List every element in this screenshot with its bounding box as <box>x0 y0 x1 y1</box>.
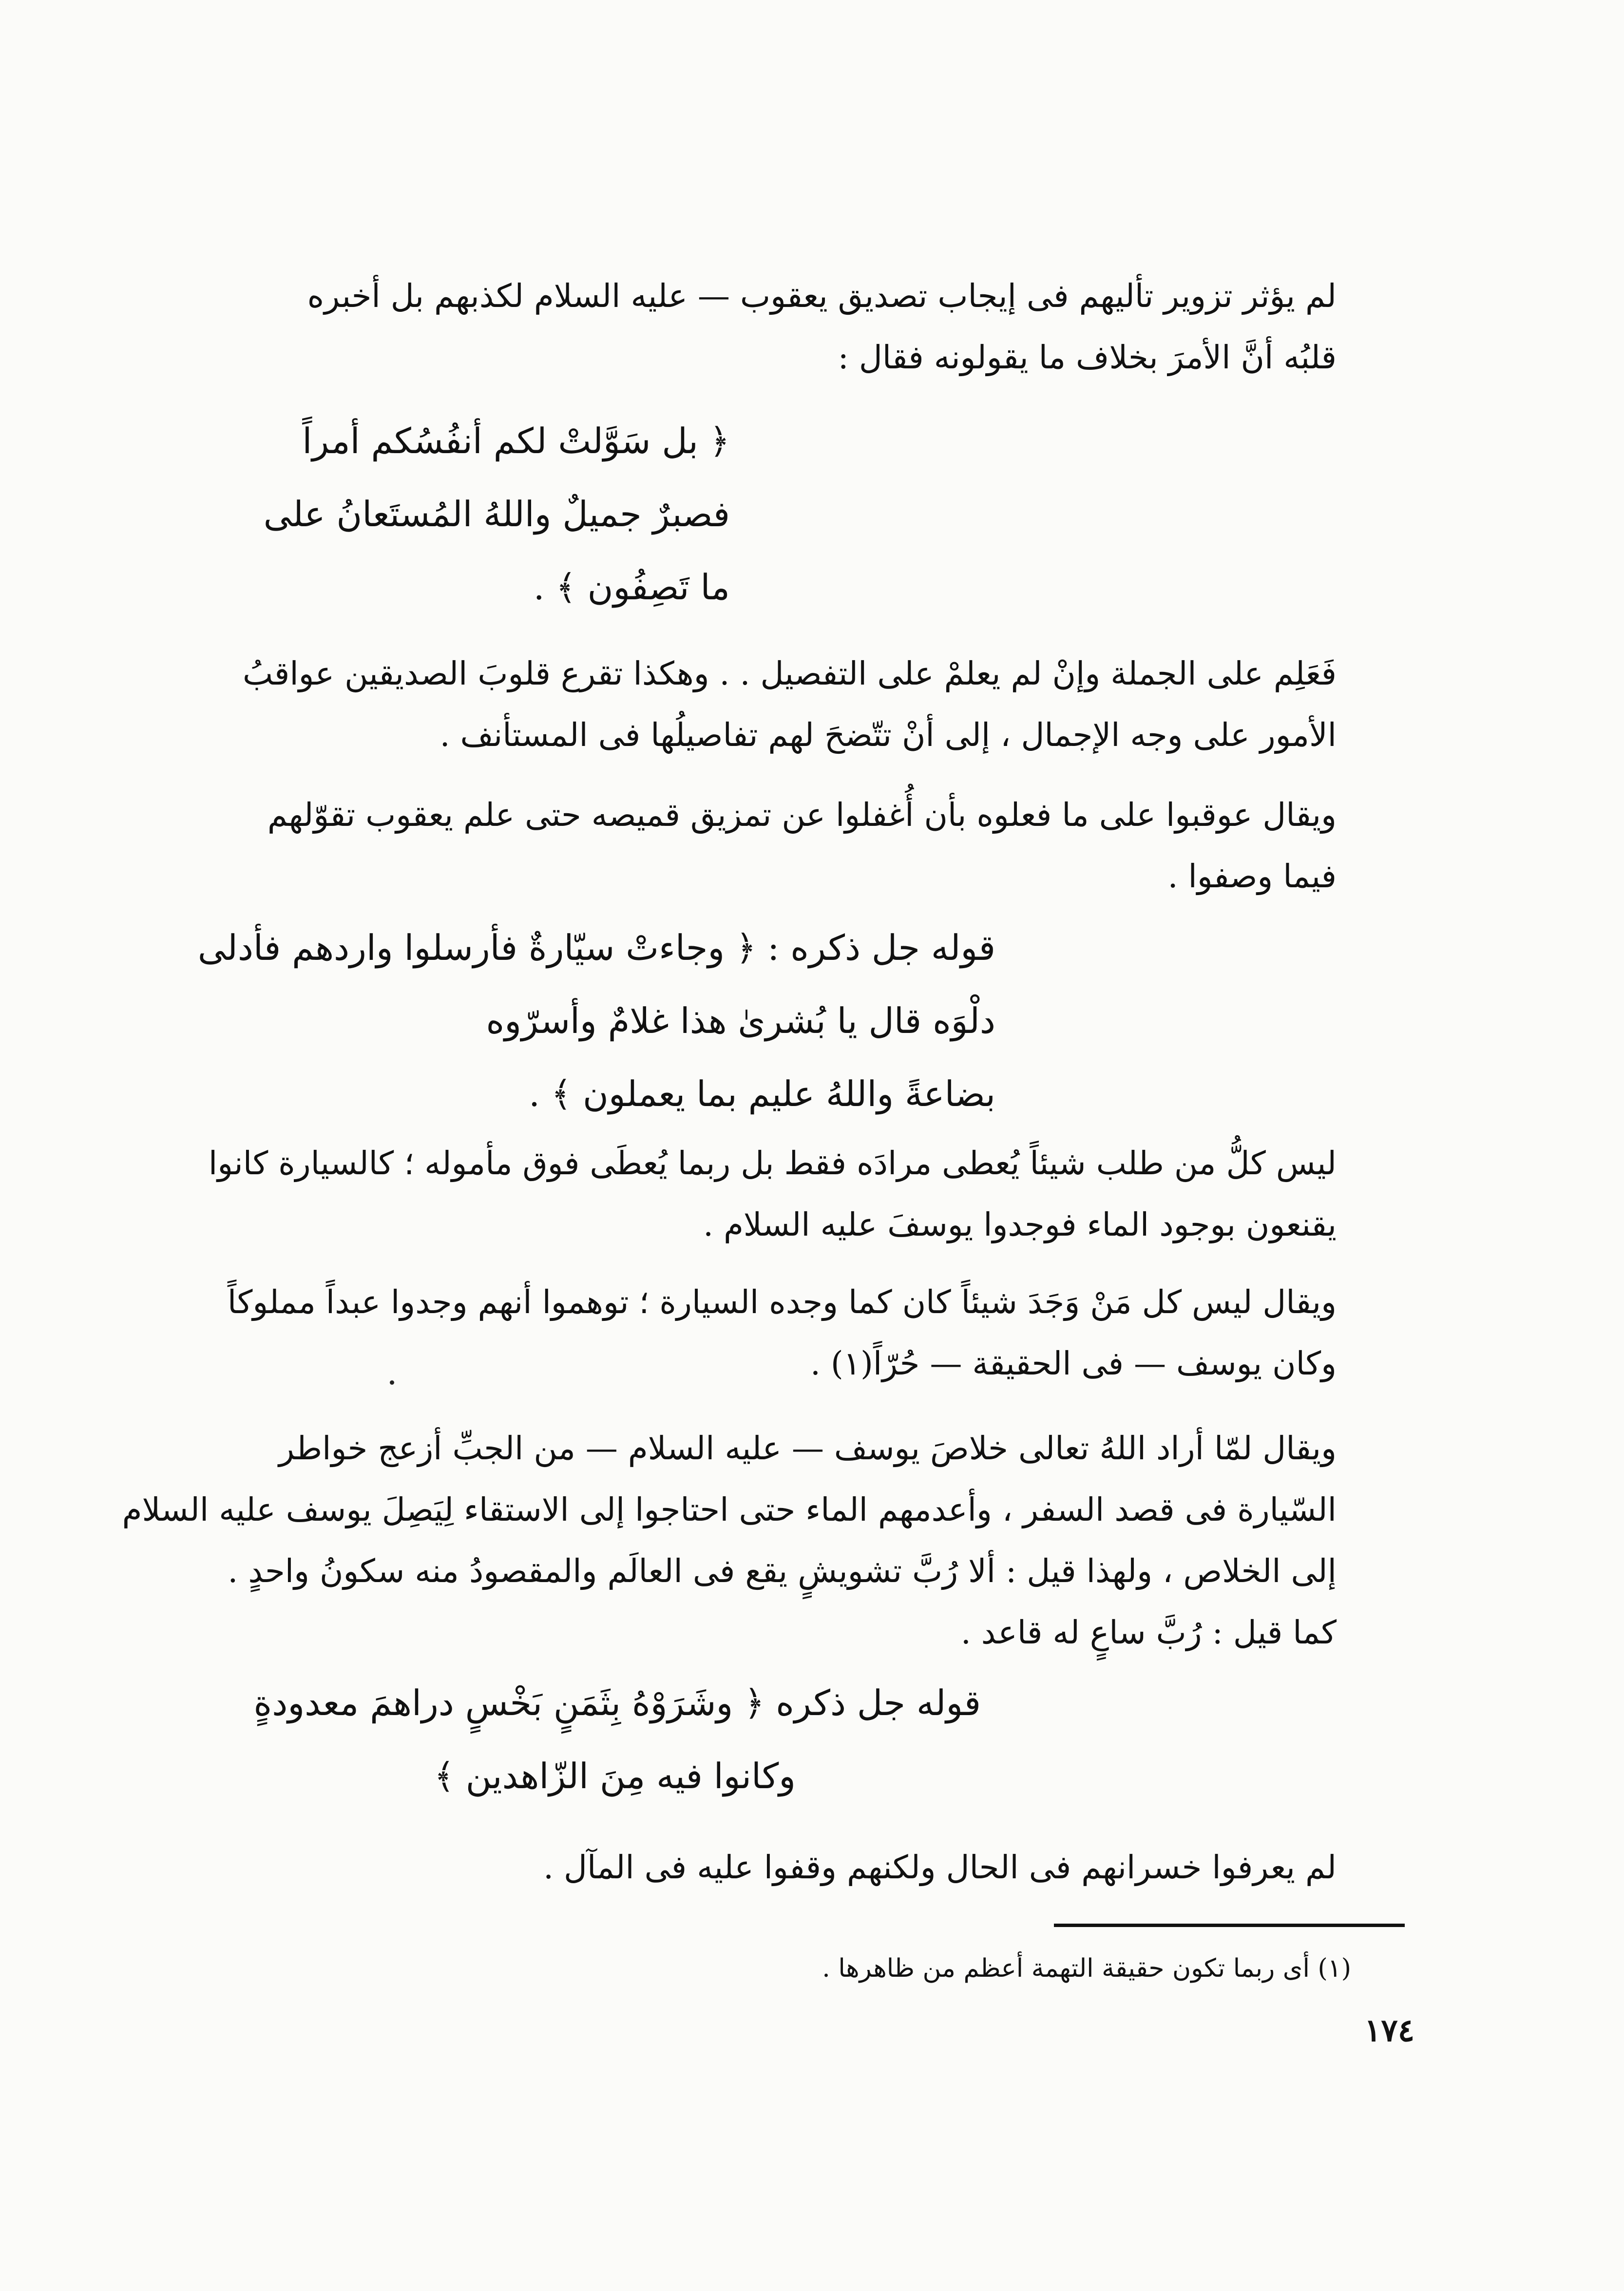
text-line: قلبُه أنَّ الأمرَ بخلاف ما يقولونه فقال : <box>838 339 1337 376</box>
paragraph-2 <box>242 643 1337 766</box>
quran-verse-2 <box>197 911 995 1130</box>
text-line: الأمور على وجه الإجمال ، إلى أنْ تتّضحَ لهم تفاصيلُها فى المستأنف . <box>439 716 1337 754</box>
page-number: ١٧٤ <box>1364 2012 1415 2049</box>
ink-dot <box>390 1380 394 1385</box>
text-line: يقنعون بوجود الماء فوجدوا يوسفَ عليه السلام . <box>703 1206 1337 1243</box>
quran-verse-1 <box>263 404 730 624</box>
paragraph-3 <box>267 784 1337 907</box>
verse-line: ﴿ بل سَوَّلتْ لكم أنفُسُكم أمراً <box>302 420 730 461</box>
quran-verse-3 <box>253 1666 981 1813</box>
text-line: لم يؤثر تزوير تأليهم فى إيجاب تصديق يعقوب — عليه السلام لكذبهم بل أخبره <box>307 277 1337 315</box>
text-line: ويقال لمّا أراد اللهُ تعالى خلاصَ يوسف — عليه السلام — من الجبِّ أزعج خواطر <box>279 1430 1337 1467</box>
verse-line: فصبرٌ جميلٌ واللهُ المُستَعانُ على <box>263 494 730 535</box>
footnote <box>279 1949 1351 1988</box>
text-line: لم يعرفوا خسرانهم فى الحال ولكنهم وقفوا عليه فى المآل . <box>543 1849 1337 1886</box>
verse-line: دلْوَه قال يا بُشرىٰ هذا غلامٌ وأسرّوه <box>486 1000 995 1041</box>
paragraph-5 <box>227 1272 1337 1394</box>
paragraph-4 <box>208 1133 1337 1256</box>
text-line: فيما وصفوا . <box>1167 858 1337 895</box>
text-line: وكان يوسف — فى الحقيقة — حُرّاً(١) . <box>810 1345 1337 1382</box>
footnote-separator <box>1054 1924 1405 1927</box>
text-line: ليس كلُّ من طلب شيئاً يُعطى مرادَه فقط بل ربما يُعطَى فوق مأموله ؛ كالسيارة كانوا <box>208 1145 1337 1182</box>
verse-line: قوله جل ذكره : ﴿ وجاءتْ سيّارةٌ فأرسلوا واردهم فأدلى <box>197 927 995 968</box>
text-line: ويقال عوقبوا على ما فعلوه بأن أُغفلوا عن تمزيق قميصه حتى علم يعقوب تقوّلهم <box>267 796 1337 834</box>
paragraph-6 <box>122 1418 1337 1663</box>
paragraph-7 <box>274 1837 1337 1898</box>
verse-line: بضاعةً واللهُ عليم بما يعملون ﴾ . <box>529 1073 995 1114</box>
footnote-text: (١) أى ربما تكون حقيقة التهمة أعظم من ظاهرها . <box>822 1954 1351 1983</box>
paragraph-1 <box>274 266 1337 388</box>
text-line: ويقال ليس كل مَنْ وَجَدَ شيئاً كان كما وجده السيارة ؛ توهموا أنهم وجدوا عبداً مملوكاً <box>227 1283 1337 1321</box>
text-line: السّيارة فى قصد السفر ، وأعدمهم الماء حتى احتاجوا إلى الاستقاء لِيَصِلَ يوسف عليه السلام <box>122 1491 1337 1528</box>
verse-line: وكانوا فيه مِنَ الزّاهدين ﴾ <box>434 1756 796 1796</box>
text-line: كما قيل : رُبَّ ساعٍ له قاعد . <box>960 1614 1337 1651</box>
verse-line: قوله جل ذكره ﴿ وشَرَوْهُ بِثَمَنٍ بَخْسٍ دراهمَ معدودةٍ <box>253 1682 981 1723</box>
text-line: فَعَلِم على الجملة وإنْ لم يعلمْ على التفصيل . . وهكذا تقرع قلوبَ الصديقين عواقبُ <box>242 655 1337 692</box>
text-line: إلى الخلاص ، ولهذا قيل : ألا رُبَّ تشويشٍ يقع فى العالَم والمقصودُ منه سكونُ واحدٍ . <box>228 1552 1337 1590</box>
verse-line: ما تَصِفُون ﴾ . <box>533 567 730 608</box>
